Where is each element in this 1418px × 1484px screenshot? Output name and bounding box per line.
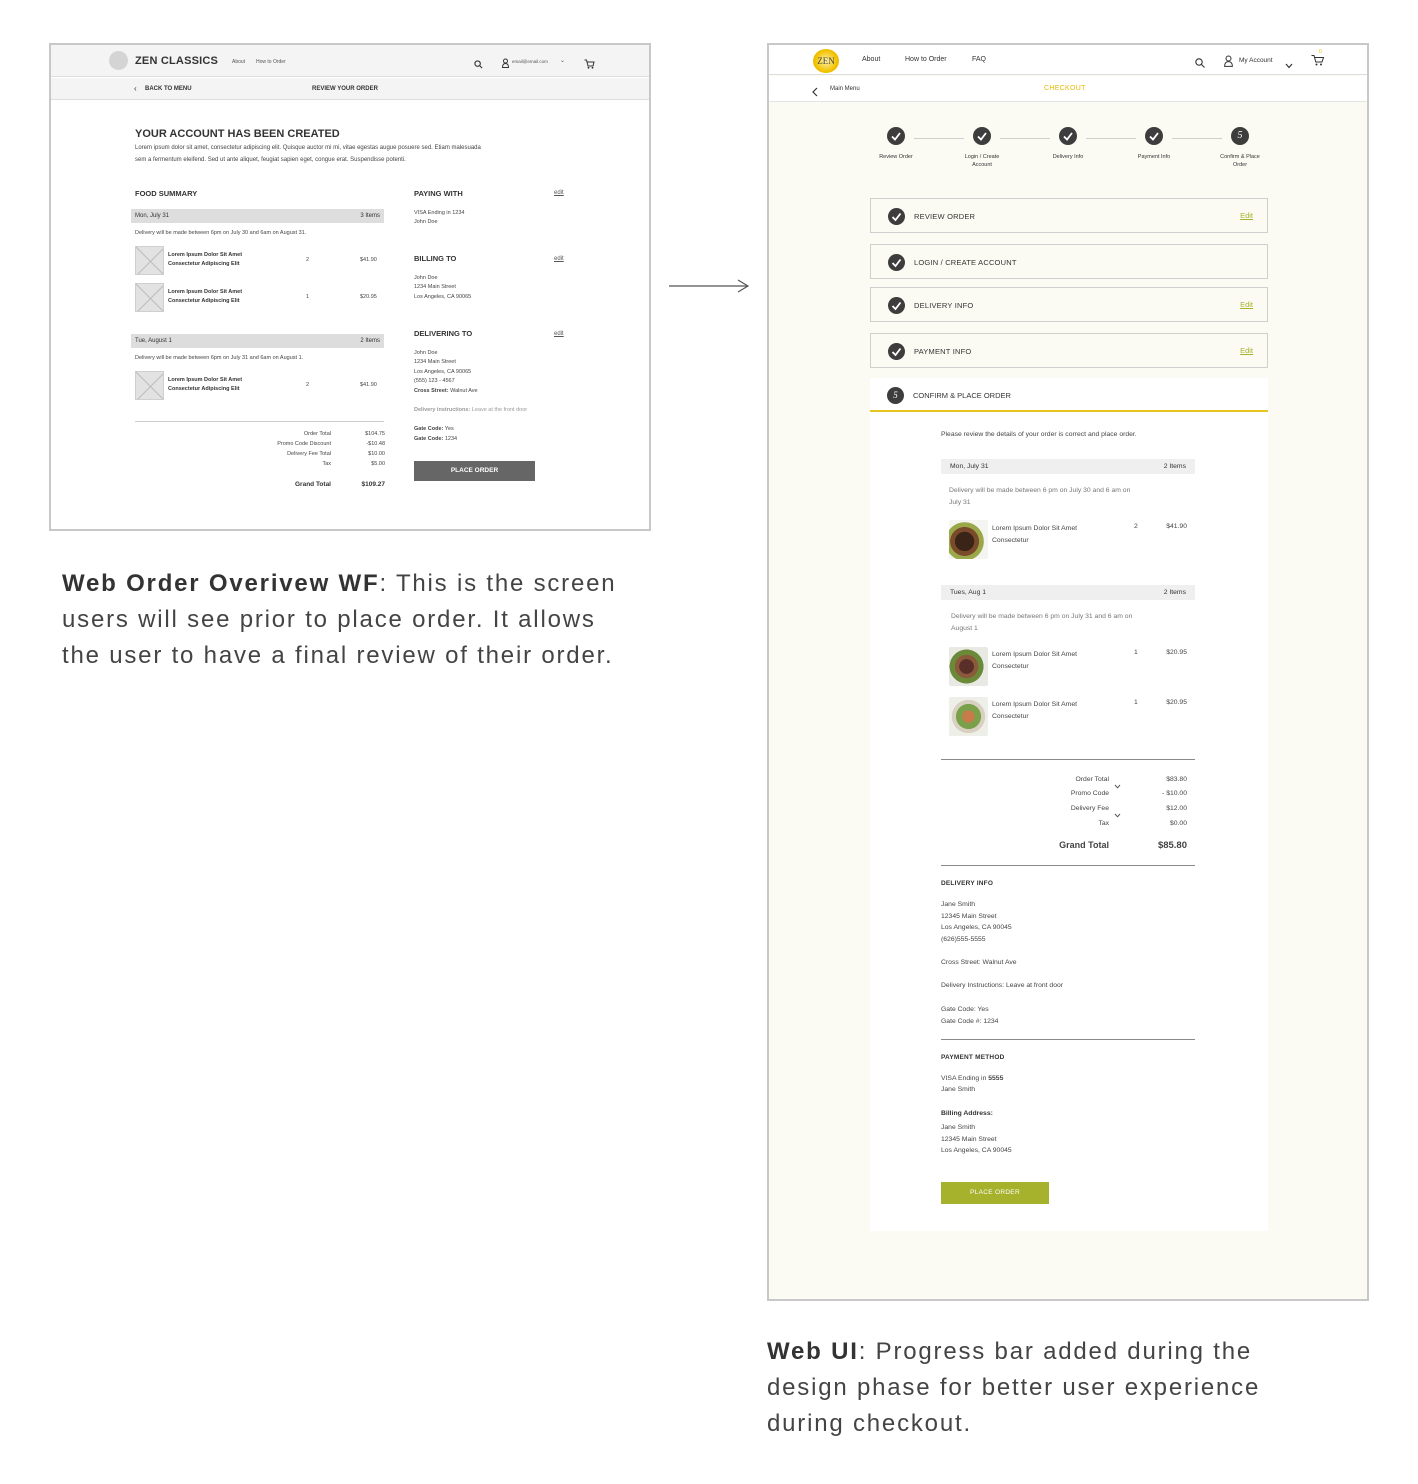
section-label: PAYMENT INFO — [914, 347, 972, 356]
grand-total-label: Grand Total — [1059, 840, 1109, 850]
wf-paying-line: John Doe — [414, 219, 438, 225]
step-label-review-order: Review Order — [879, 154, 913, 160]
wf-nav-how-to-order[interactable]: How to Order — [256, 59, 286, 65]
divider — [941, 759, 1195, 760]
step-connector — [1000, 138, 1050, 139]
wf-day-date: Tue, August 1 — [135, 338, 172, 344]
wf-nav-about[interactable]: About — [232, 59, 246, 65]
wf-total-label: Delivery Fee Total — [287, 451, 331, 457]
item-price: $20.95 — [1166, 699, 1187, 706]
step-number-badge[interactable]: 5 — [1231, 127, 1249, 145]
check-icon[interactable] — [1059, 127, 1077, 145]
wf-gate-code: Gate Code: Yes — [414, 426, 454, 432]
user-icon[interactable] — [502, 55, 509, 73]
promo-code-value: - $10.00 — [1162, 790, 1187, 797]
item-name: Lorem Ipsum Dolor Sit Amet Consectetur — [992, 651, 1077, 670]
wf-total-value: $10.00 — [368, 451, 385, 457]
wf-total-value: $104.75 — [365, 431, 385, 437]
wf-day-date: Mon, July 31 — [135, 213, 170, 219]
wf-delivering-line: John Doe — [414, 350, 438, 356]
user-icon[interactable] — [1224, 54, 1233, 72]
divider — [941, 865, 1195, 866]
image-placeholder — [135, 283, 164, 312]
image-placeholder — [135, 371, 164, 400]
wf-item-price: $41.90 — [360, 257, 377, 263]
ui-header — [769, 45, 1367, 75]
delivery-instructions: Delivery Instructions: Leave at front door — [941, 982, 1064, 989]
wf-paying-title: PAYING WITH — [414, 189, 463, 198]
day-count: 2 Items — [1163, 463, 1186, 470]
step-connector — [914, 138, 964, 139]
check-icon — [888, 208, 905, 225]
wf-day-note: Delivery will be made between 6pm on July 31 and 6am on August 1. — [135, 355, 304, 361]
step-label-payment-info: Payment Info — [1137, 154, 1171, 160]
check-icon — [888, 254, 905, 271]
wf-logo — [109, 51, 128, 70]
wf-billing-line: John Doe — [414, 275, 438, 281]
wf-delivering-title: DELIVERING TO — [414, 329, 473, 338]
search-icon[interactable] — [1195, 55, 1205, 73]
wireframe-screen — [49, 43, 651, 531]
cross-street: Cross Street: Walnut Ave — [941, 959, 1017, 966]
review-prompt: Please review the details of your order is correct and place order. — [941, 431, 1137, 438]
billing-address-title: Billing Address: — [941, 1110, 993, 1117]
payment-name: Jane Smith — [941, 1086, 976, 1093]
divider — [135, 421, 384, 422]
chevron-down-icon[interactable]: ⌄ — [560, 58, 566, 64]
day-count: 2 Items — [1163, 589, 1186, 596]
day-note: Delivery will be made between 6 pm on July 31 and 6 am on August 1 — [951, 613, 1133, 632]
cart-count-badge: 0 — [1319, 49, 1322, 55]
my-account-menu[interactable]: My Account — [1239, 57, 1273, 64]
item-price: $20.95 — [1166, 649, 1187, 656]
wf-grand-total-label: Grand Total — [295, 481, 331, 488]
wf-back-link[interactable]: BACK TO MENU — [145, 86, 192, 92]
checkout-title: CHECKOUT — [1044, 85, 1086, 92]
wf-item-name: Lorem Ipsum Dolor Sit Amet — [168, 289, 243, 295]
item-qty: 1 — [1134, 649, 1138, 656]
wf-day-count: 3 Items — [360, 213, 380, 219]
step-connector — [1172, 138, 1222, 139]
item-name: Lorem Ipsum Dolor Sit Amet Consectetur — [992, 525, 1077, 544]
item-qty: 2 — [1134, 523, 1138, 530]
confirm-title: CONFIRM & PLACE ORDER — [913, 391, 1011, 400]
wf-grand-total-value: $109.27 — [361, 481, 385, 488]
ui-screen — [767, 43, 1369, 1301]
wf-item-name: Lorem Ipsum Dolor Sit Amet — [168, 252, 243, 258]
wf-billing-line: Los Angeles, CA 90065 — [414, 294, 472, 300]
step-label-confirm: Confirm & Place Order — [1220, 154, 1260, 168]
delivery-address: Jane Smith 12345 Main Street Los Angeles, CA 90045 (626)555-5555 — [941, 901, 1012, 943]
search-icon[interactable] — [474, 56, 483, 74]
item-qty: 1 — [1134, 699, 1138, 706]
chevron-down-icon[interactable] — [1285, 56, 1293, 74]
nav-faq[interactable]: FAQ — [972, 56, 987, 63]
wf-billing-title: BILLING TO — [414, 254, 457, 263]
active-section-underline — [870, 410, 1268, 412]
wf-intro-2: sem a fermentum eleifend. Sed ut ante aliquet, feugiat sapien eget, congue erat. Suspendisse potenti. — [135, 157, 406, 163]
wf-total-label: Order Total — [303, 431, 331, 437]
wf-item-desc: Consectetur Adipiscing Elit — [168, 298, 240, 304]
wf-total-value: $5.00 — [371, 461, 385, 467]
arrow-right-icon — [668, 279, 750, 298]
order-total-label: Order Total — [1075, 776, 1109, 783]
wf-heading: YOUR ACCOUNT HAS BEEN CREATED — [135, 128, 340, 140]
gate-code: Gate Code: Yes — [941, 1006, 989, 1013]
wf-place-order-button[interactable]: PLACE ORDER — [414, 461, 535, 481]
place-order-button[interactable]: PLACE ORDER — [941, 1182, 1049, 1204]
section-delivery-info[interactable] — [870, 287, 1268, 322]
cart-icon[interactable] — [584, 56, 595, 74]
wf-caption: Web Order Overivew WF: This is the screen users will see prior to place order. It allows the user to have a final review of their order. — [62, 570, 617, 669]
food-image — [949, 520, 988, 559]
section-label: LOGIN / CREATE ACCOUNT — [914, 258, 1017, 267]
day-date: Tues, Aug 1 — [950, 589, 987, 596]
wf-delivering-line: (555) 123 - 4567 — [414, 378, 455, 384]
chevron-left-icon[interactable] — [812, 84, 818, 102]
wf-page-title: REVIEW YOUR ORDER — [312, 86, 378, 92]
check-icon — [888, 343, 905, 360]
check-icon[interactable] — [1145, 127, 1163, 145]
wf-billing-line: 1234 Main Street — [414, 284, 456, 290]
wf-item-qty: 2 — [306, 382, 310, 388]
ui-caption: Web UI: Progress bar added during the design phase for better user experience during checkout. — [767, 1338, 1261, 1437]
wf-item-desc: Consectetur Adipiscing Elit — [168, 261, 240, 267]
gate-code-number: Gate Code #: 1234 — [941, 1018, 999, 1025]
tax-value: $0.00 — [1169, 820, 1187, 827]
back-to-main-menu[interactable]: Main Menu — [830, 86, 860, 92]
section-payment-info[interactable] — [870, 333, 1268, 368]
wf-edit-delivery[interactable]: edit — [554, 331, 564, 337]
promo-code-label: Promo Code — [1070, 790, 1109, 797]
wf-item-price: $20.95 — [360, 294, 377, 300]
confirm-step-badge: 5 — [887, 387, 904, 404]
divider — [941, 1039, 1195, 1040]
check-icon[interactable] — [887, 127, 905, 145]
delivery-fee-label: Delivery Fee — [1070, 805, 1109, 812]
edit-delivery-info-link[interactable]: Edit — [1240, 300, 1253, 309]
cart-icon[interactable] — [1311, 53, 1325, 71]
wf-gate-code-number: Gate Code: 1234 — [414, 436, 458, 442]
zen-logo[interactable]: ZEN — [813, 49, 839, 73]
step-connector — [1086, 138, 1136, 139]
section-review-order[interactable] — [870, 198, 1268, 233]
step-label-login: Login / Create Account — [964, 154, 1000, 168]
delivery-info-title: DELIVERY INFO — [941, 880, 994, 887]
wf-email[interactable]: email@email.com — [512, 59, 548, 64]
wf-cross-street: Cross Street: Walnut Ave — [414, 388, 478, 394]
wf-day-band — [131, 209, 384, 223]
payment-method-title: PAYMENT METHOD — [941, 1054, 1005, 1061]
food-image — [949, 697, 988, 736]
wf-item-desc: Consectetur Adipiscing Elit — [168, 386, 240, 392]
food-image — [949, 647, 988, 686]
wf-instructions: Delivery instructions: Leave at the front door — [414, 407, 528, 413]
nav-about[interactable]: About — [862, 56, 881, 63]
item-name: Lorem Ipsum Dolor Sit Amet Consectetur — [992, 701, 1077, 720]
image-placeholder — [135, 246, 164, 275]
wf-food-summary-title: FOOD SUMMARY — [135, 189, 198, 198]
wf-day-band — [131, 334, 384, 348]
grand-total-value: $85.80 — [1157, 840, 1187, 851]
check-icon — [888, 297, 905, 314]
wf-total-label: Tax — [322, 461, 331, 467]
check-icon[interactable] — [973, 127, 991, 145]
day-date: Mon, July 31 — [950, 463, 989, 470]
wf-delivering-line: Los Angeles, CA 90065 — [414, 369, 472, 375]
wf-delivering-line: 1234 Main Street — [414, 359, 456, 365]
wf-total-label: Promo Code Discount — [277, 441, 331, 447]
tax-label: Tax — [1098, 820, 1109, 827]
wf-total-value: -$10.48 — [366, 441, 385, 447]
section-label: REVIEW ORDER — [914, 212, 976, 221]
wf-edit-billing[interactable]: edit — [554, 256, 564, 262]
wf-paying-line: VISA Ending in 1234 — [414, 210, 465, 216]
wf-day-count: 2 Items — [360, 338, 380, 344]
chevron-down-icon[interactable] — [1114, 805, 1121, 823]
visa-ending: VISA Ending in 5555 — [941, 1075, 1004, 1082]
wf-item-qty: 1 — [306, 294, 310, 300]
section-login-create-account[interactable] — [870, 244, 1268, 279]
order-total-value: $83.80 — [1166, 776, 1187, 783]
day-band — [941, 585, 1195, 600]
nav-how-to-order[interactable]: How to Order — [905, 56, 947, 63]
delivery-fee-value: $12.00 — [1166, 805, 1187, 812]
edit-review-order-link[interactable]: Edit — [1240, 211, 1253, 220]
section-label: DELIVERY INFO — [914, 301, 974, 310]
day-note: Delivery will be made between 6 pm on July 30 and 6 am on July 31 — [949, 487, 1131, 506]
chevron-left-icon[interactable]: ‹ — [134, 84, 137, 93]
step-label-delivery-info: Delivery Info — [1052, 154, 1084, 160]
wf-item-price: $41.90 — [360, 382, 377, 388]
wf-brand: ZEN CLASSICS — [135, 55, 219, 67]
edit-payment-info-link[interactable]: Edit — [1240, 346, 1253, 355]
wf-item-name: Lorem Ipsum Dolor Sit Amet — [168, 377, 243, 383]
wf-day-note: Delivery will be made between 6pm on July 30 and 6am on August 31. — [135, 230, 307, 236]
wf-edit-payment[interactable]: edit — [554, 190, 564, 196]
day-band — [941, 459, 1195, 474]
item-price: $41.90 — [1166, 523, 1187, 530]
wf-intro-1: Lorem ipsum dolor sit amet, consectetur adipiscing elit. Quisque auctor mi mi, vitae egestas augue posuere sed. Etiam malesuada — [135, 145, 481, 151]
billing-address: Jane Smith 12345 Main Street Los Angeles, CA 90045 — [941, 1124, 1012, 1155]
chevron-down-icon[interactable] — [1114, 776, 1121, 794]
wf-item-qty: 2 — [306, 257, 310, 263]
